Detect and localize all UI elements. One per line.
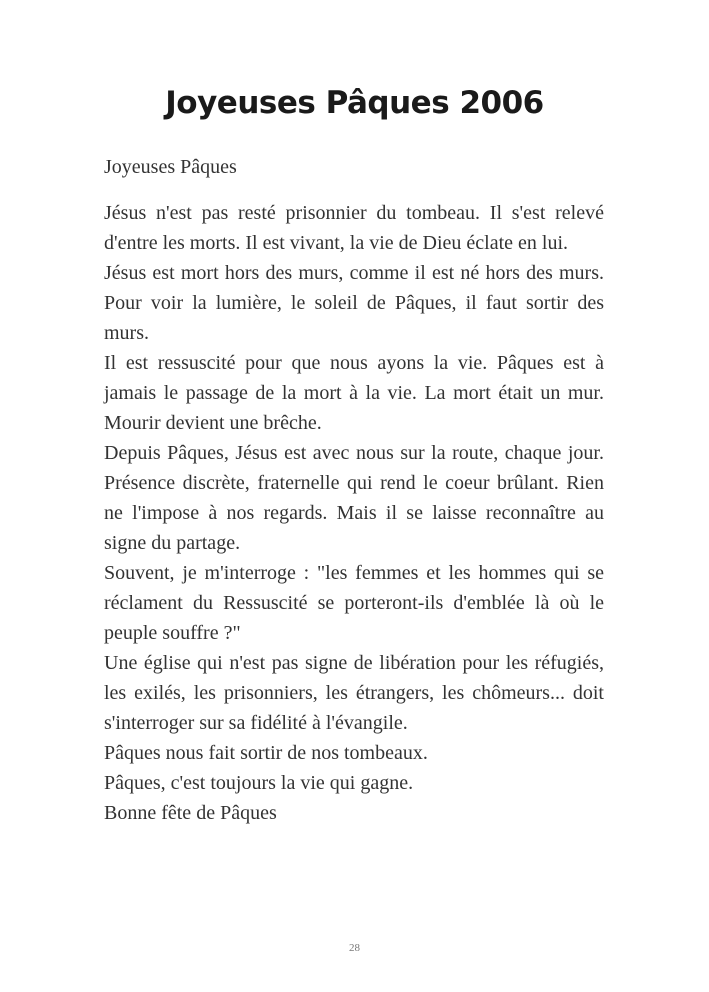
paragraph: Jésus est mort hors des murs, comme il est né hors des murs. Pour voir la lumière, le soleil de Pâques, il faut sortir des murs. [104, 262, 604, 344]
paragraph: Souvent, je m'interroge : "les femmes et les hommes qui se réclament du Ressuscité se porteront-ils d'emblée là où le peuple souffre ?" [104, 562, 604, 644]
page-number: 28 [349, 942, 360, 954]
paragraph: Depuis Pâques, Jésus est avec nous sur la route, chaque jour. Présence discrète, fraternelle qui rend le coeur brûlant. Rien ne l'impose à nos regards. Mais il se laisse reconnaître au signe du partage. [104, 442, 604, 554]
section-heading: Joyeuses Pâques [104, 156, 237, 178]
paragraph: Il est ressuscité pour que nous ayons la vie. Pâques est à jamais le passage de la mort à la vie. La mort était un mur. Mourir devient une brêche. [104, 352, 604, 434]
paragraph: Une église qui n'est pas signe de libération pour les réfugiés, les exilés, les prisonniers, les étrangers, les chômeurs... doit s'interroger sur sa fidélité à l'évangile. [104, 652, 604, 734]
paragraph: Pâques nous fait sortir de nos tombeaux. [104, 742, 428, 764]
paragraph: Jésus n'est pas resté prisonnier du tombeau. Il s'est relevé d'entre les morts. Il est vivant, la vie de Dieu éclate en lui. [104, 202, 604, 254]
body-text [104, 198, 604, 828]
page-title: Joyeuses Pâques 2006 [165, 85, 544, 121]
paragraph: Bonne fête de Pâques [104, 802, 277, 824]
paragraph: Pâques, c'est toujours la vie qui gagne. [104, 772, 414, 794]
